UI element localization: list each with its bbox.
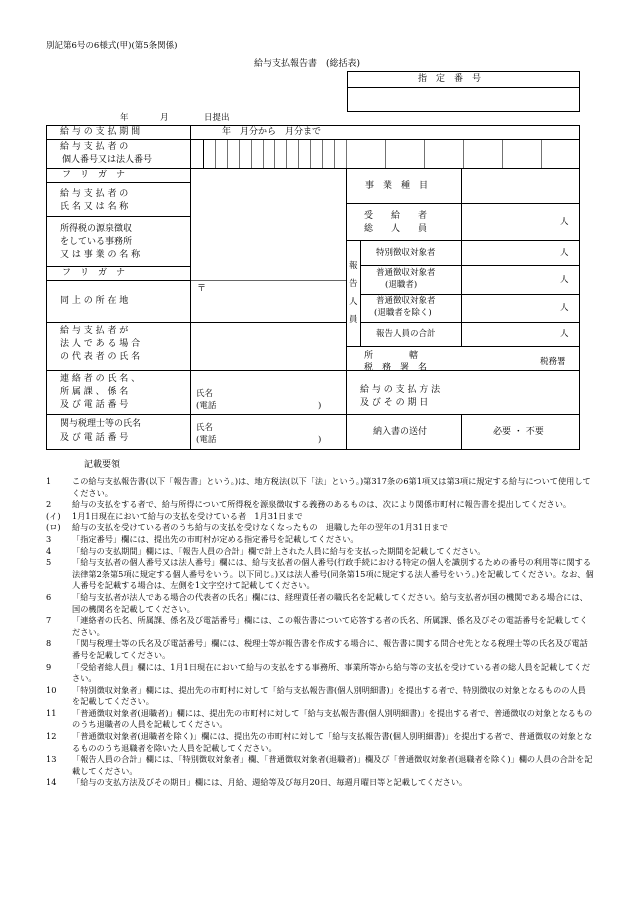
date-month: 月 [160, 113, 169, 123]
number-cell-divider [239, 140, 240, 168]
note-item [46, 499, 594, 511]
note-number: 10 [46, 684, 57, 695]
notes-list [46, 476, 594, 789]
note-number: 14 [46, 777, 57, 788]
report-vertical-1: 報 [349, 261, 358, 271]
notes-heading: 記載要領 [84, 460, 121, 470]
note-number: 1 [46, 476, 52, 486]
necessity-option[interactable]: 必要 ・ 不要 [493, 427, 544, 437]
report-vertical-3: 人 [349, 297, 358, 307]
tax-accountant-phone-suffix: ) [318, 435, 322, 445]
contact-phone-suffix: ) [318, 401, 322, 411]
ordinary-non-retired-label-1: 普通徴収対象者 [376, 296, 436, 306]
number-cell-divider [274, 140, 275, 168]
office-label-3: 又 は 事 業 の 名 称 [60, 250, 141, 260]
payment-delivery-label: 納入書の送付 [373, 427, 428, 437]
note-item [46, 592, 594, 615]
note-text: 「給与支払者の個人番号又は法人番号」欄には、給与支払者の個人番号(行政手続における特定の個人を識別するための番号の利用等に関する法律第2条第5項に規定する個人番号をいう。以下同じ。)又は法人番号(同条第15項に規定する法人番号をいう。)を記載してください。なお、個人番号を記載する場合は、左側を1文字空けて記載してください。 [72, 557, 594, 591]
note-item [46, 662, 594, 685]
note-number: 6 [46, 591, 52, 602]
ordinary-retired-label-2: (退職者) [385, 280, 418, 290]
note-text: 「給与の支払期間」欄には、「報告人員の合計」欄で計上された人員に給与を支払った期間を記載してください。 [72, 545, 486, 556]
payment-method-label-1: 給 与 の 支 払 方 法 [360, 385, 441, 395]
number-cell-divider [346, 140, 347, 168]
note-text: 「連絡者の氏名、所属課、係名及び電話番号」欄には、この報告書について応答する者の氏名、所属課、係名及びその電話番号を記載してください。 [72, 615, 588, 637]
note-text: 「普通徴収対象者(退職者を除く)」欄には、提出先の市町村に対して「給与支払報告書(個人別明細書)」を提出する者で、普通徴収の対象となるもののうち退職者を除いた人員を記載してください。 [72, 731, 593, 753]
tax-office-label-1: 所 轄 [364, 351, 419, 361]
special-collection-unit: 人 [560, 248, 569, 258]
total-recipients-label-2: 総 人 員 [364, 224, 428, 234]
number-cell-divider [215, 140, 216, 168]
contact-label-3: 及 び 電 話 番 号 [60, 400, 129, 410]
corp-rep-label-2: 法 人 で あ る 場 合 [60, 339, 141, 349]
note-number: 4 [46, 545, 52, 556]
corp-rep-label-3: の 代 表 者 の 氏 名 [60, 352, 141, 362]
business-type-label: 事 業 種 目 [365, 181, 429, 191]
note-item [46, 557, 594, 592]
date-year: 年 [120, 113, 129, 123]
note-text: 「報告人員の合計」欄には、「特別徴収対象者」欄、「普通徴収対象者(退職者)」欄及び「普通徴収対象者(退職者を除く)」欄の人員の合計を記載してください。 [72, 754, 593, 776]
furigana-label: フ リ ガ ナ [62, 170, 126, 180]
tax-office-unit: 税務署 [540, 357, 566, 367]
address-label: 同 上 の 所 在 地 [60, 296, 129, 306]
office-label-1: 所得税の源泉徴収 [60, 224, 133, 234]
tax-accountant-name-prefix: 氏名 [196, 423, 214, 433]
note-item [46, 708, 594, 731]
note-text: この給与支払報告書(以下「報告書」という。)は、地方税法(以下「法」という。)第317条の6第1項又は第3項に規定する給与について使用してください。 [72, 476, 591, 498]
number-cell-divider [424, 140, 425, 168]
note-item [46, 615, 594, 638]
payer-number-label-2: 個人番号又は法人番号 [62, 155, 153, 165]
ordinary-retired-unit: 人 [560, 275, 569, 285]
office-label-2: をしている事務所 [60, 237, 133, 247]
note-item [46, 522, 594, 534]
number-cell-divider [227, 140, 228, 168]
report-total-unit: 人 [560, 329, 569, 339]
note-number: 7 [46, 615, 52, 626]
report-total-label: 報告人員の合計 [376, 329, 436, 339]
note-text: 「普通徴収対象者(退職者)」欄には、提出先の市町村に対して「給与支払報告書(個人別明細書)」を提出する者で、普通徴収の対象となるもののうち退職者の人員を記載してください。 [72, 707, 593, 730]
note-text: 「給与の支払方法及びその期日」欄には、月給、週給等及び毎月20日、毎週月曜日等と記載してください。 [72, 777, 468, 788]
payer-number-label-1: 給 与 支 払 者 の [60, 142, 129, 152]
date-submitted: 日提出 [204, 113, 230, 123]
contact-phone-prefix: (電話 [196, 401, 217, 411]
note-text: 「関与税理士等の氏名及び電話番号」欄には、税理士等が報告書を作成する場合に、報告書に関する問合せ先となる税理士等の氏名及び電話番号を記載してください。 [72, 638, 588, 660]
note-item [46, 546, 594, 558]
number-cell-divider [541, 140, 542, 168]
payer-name-label-2: 氏 名 又 は 名 称 [60, 202, 129, 212]
number-cell-divider [286, 140, 287, 168]
payment-method-label-2: 及 び そ の 期 日 [360, 398, 429, 408]
period-value[interactable]: 年 月分から 月分まで [222, 127, 322, 137]
note-item [46, 685, 594, 708]
note-number: 2 [46, 499, 52, 510]
number-cell-divider [463, 140, 464, 168]
number-cell-divider [263, 140, 264, 168]
note-text: 給与の支払をする者で、給与所得について所得税を源泉徴収する義務のあるものは、次により関係市町村に報告書を提出してください。 [72, 499, 572, 510]
contact-label-1: 連 絡 者 の 氏 名 、 [60, 374, 141, 384]
note-text: 給与の支払を受けている者のうち給与の支払を受けなくなったもの 退職した年の翌年の1月31日まで [72, 522, 448, 533]
note-text: 「受給者総人員」欄には、1月1日現在において給与の支払をする事務所、事業所等から給与等の支払を受けている者の総人員を記載してください。 [72, 661, 591, 684]
report-vertical-2: 告 [349, 279, 358, 289]
tax-accountant-label-2: 及 び 電 話 番 号 [60, 433, 129, 443]
furigana2-label: フ リ ガ ナ [62, 268, 126, 278]
postal-mark: 〒 [197, 284, 207, 294]
number-cell-divider [334, 140, 335, 168]
report-vertical-4: 員 [349, 315, 358, 325]
note-text: 「給与支払者が法人である場合の代表者の氏名」欄には、経理責任者の職氏名を記載してください。給与支払者が国の機関である場合には、国の機関名を記載してください。 [72, 591, 588, 614]
form-title: 給与支払報告書 (総括表) [254, 59, 361, 69]
note-number: (ロ) [46, 522, 61, 533]
number-cell-divider [385, 140, 386, 168]
period-label: 給 与 の 支 払 期 間 [60, 127, 141, 137]
note-item [46, 638, 594, 661]
note-number: 8 [46, 638, 52, 649]
total-recipients-unit: 人 [560, 217, 569, 227]
designation-number-label: 指 定 番 号 [418, 74, 482, 84]
contact-label-2: 所 属 課 、 係 名 [60, 387, 129, 397]
corp-rep-label-1: 給 与 支 払 者 が [60, 326, 129, 336]
tax-accountant-phone-prefix: (電話 [196, 435, 217, 445]
form-id: 別記第6号の6様式(甲)(第5条関係) [46, 41, 178, 51]
special-collection-label: 特別徴収対象者 [376, 248, 436, 258]
number-cell-divider [298, 140, 299, 168]
note-text: 「特別徴収対象者」欄には、提出先の市町村に対して「給与支払報告書(個人別明細書)」を提出する者で、特別徴収の対象となるものの人員を記載してください。 [72, 684, 586, 707]
note-item [46, 534, 594, 546]
number-cell-divider [502, 140, 503, 168]
note-text: 「指定番号」欄には、提出先の市町村が定める指定番号を記載してください。 [72, 533, 359, 544]
note-number: 11 [46, 707, 57, 718]
note-text: 1月1日現在において給与の支払を受けている者 1月31日まで [72, 510, 303, 521]
note-item [46, 731, 594, 754]
note-item [46, 476, 594, 499]
ordinary-non-retired-unit: 人 [560, 303, 569, 313]
tax-accountant-label-1: 関与税理士等の氏名 [60, 419, 142, 429]
number-cell-divider [310, 140, 311, 168]
note-item [46, 754, 594, 777]
ordinary-non-retired-label-2: (退職者を除く) [374, 308, 432, 318]
note-number: 9 [46, 661, 52, 672]
payer-name-label-1: 給 与 支 払 者 の [60, 189, 129, 199]
note-number: 12 [46, 731, 57, 742]
note-item [46, 511, 594, 523]
number-cell-divider [322, 140, 323, 168]
note-number: (イ) [46, 510, 61, 521]
note-number: 5 [46, 557, 52, 568]
ordinary-retired-label-1: 普通徴収対象者 [376, 268, 436, 278]
number-cell-divider [203, 140, 204, 168]
total-recipients-label-1: 受 給 者 [364, 211, 428, 221]
note-item [46, 777, 594, 789]
contact-name-prefix: 氏名 [196, 389, 214, 399]
number-cell-divider [251, 140, 252, 168]
tax-office-label-2: 税 務 署 名 [364, 363, 428, 373]
note-number: 13 [46, 754, 57, 765]
note-number: 3 [46, 533, 52, 544]
